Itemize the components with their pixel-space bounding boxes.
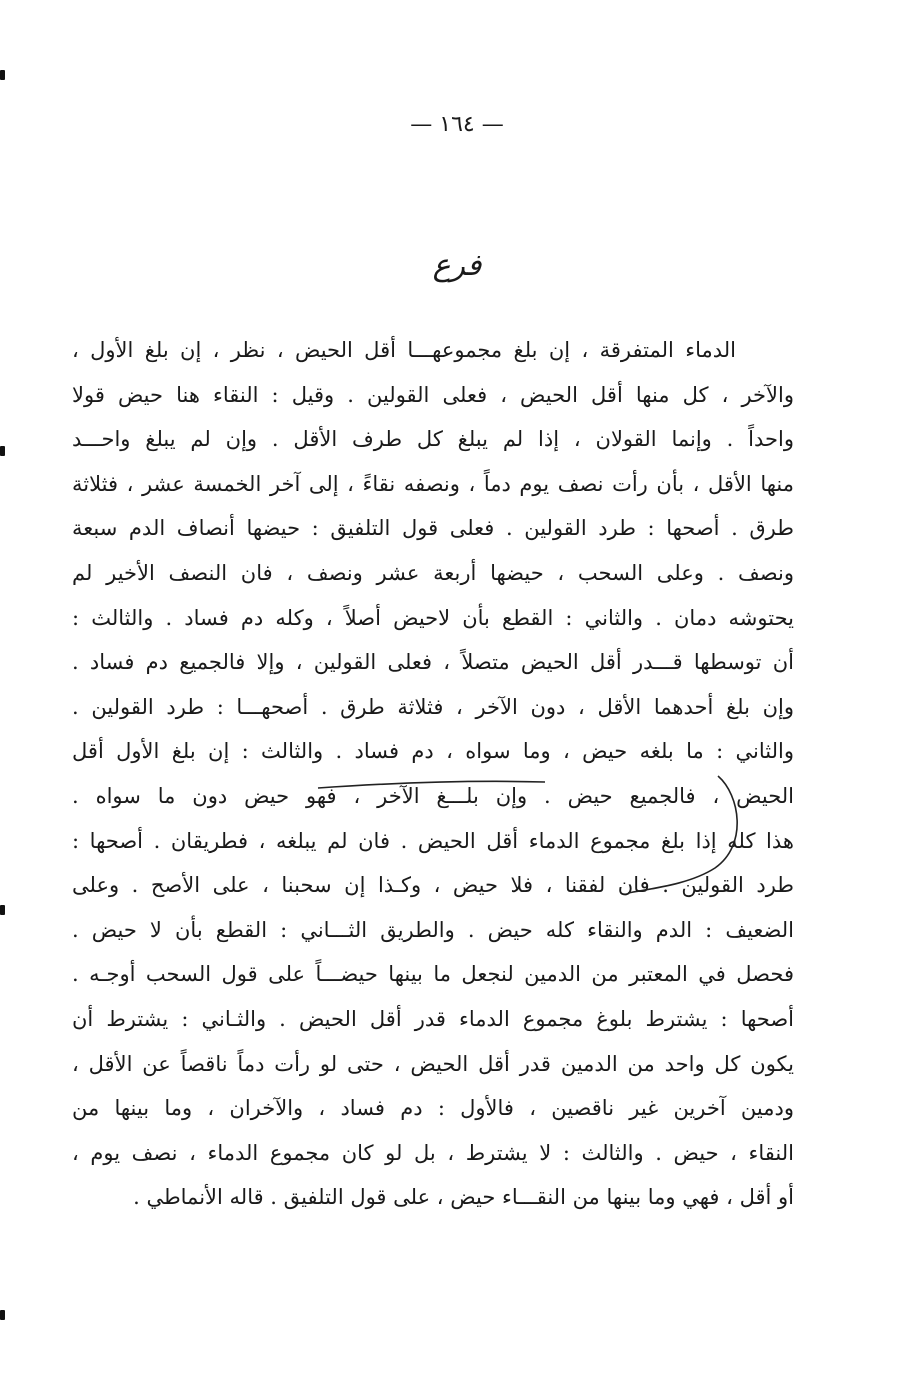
text-line: ودمين آخرين غير ناقصين ، فالأول : دم فساد ، والآخران ، وما بينها من — [72, 1096, 794, 1121]
text-line: والآخر ، كل منها أقل الحيض ، فعلى القولين . وقيل : النقاء هنا حيض قولا — [72, 382, 794, 407]
margin-dot — [0, 905, 5, 915]
body-text — [72, 328, 794, 1220]
margin-dot — [0, 70, 5, 80]
text-line: أن توسطها قـــدر أقل الحيض متصلاً ، فعلى القولين ، وإلا فالجميع دم فساد . — [72, 650, 794, 675]
text-line: منها الأقل ، بأن رأت نصف يوم دماً ، ونصفه نقاءً ، إلى آخر الخمسة عشر ، فثلاثة — [72, 471, 794, 496]
text-line: أصحها : يشترط بلوغ مجموع الدماء قدر أقل الحيض . والثـاني : يشترط أن — [72, 1006, 794, 1031]
margin-dot — [0, 446, 5, 456]
page-number: — ١٦٤ — — [410, 112, 504, 137]
text-line: وإن بلغ أحدهما الأقل ، دون الآخر ، فثلاثة طرق . أصحهـــا : طرد القولين . — [72, 694, 794, 719]
text-line: النقاء ، حيض . والثالث : لا يشترط ، بل لو كان مجموع الدماء ، نصف يوم ، — [72, 1140, 794, 1165]
section-heading: فرع — [432, 248, 482, 283]
text-line: فحصل في المعتبر من الدمين لنجعل ما بينها حيضـــاً على قول السحب أوجـه . — [72, 962, 794, 987]
text-line: طرد القولين . فان لفقنا ، فلا حيض ، وكـذا إن سحبنا ، على الأصح . وعلى — [72, 873, 794, 898]
text-line: أو أقل ، فهي وما بينها من النقـــاء حيض ، على قول التلفيق . قاله الأنماطي . — [133, 1185, 794, 1210]
text-line: هذا كله إذا بلغ مجموع الدماء أقل الحيض . فان لم يبلغه ، فطريقان . أصحها : — [72, 828, 794, 853]
text-line: يكون كل واحد من الدمين قدر أقل الحيض ، حتى لو رأت دماً ناقصاً عن الأقل ، — [72, 1051, 794, 1076]
text-line: طرق . أصحها : طرد القولين . فعلى قول التلفيق : حيضها أنصاف الدم سبعة — [72, 516, 794, 541]
text-line: يحتوشه دمان . والثاني : القطع بأن لاحيض أصلاً ، وكله دم فساد . والثالث : — [72, 605, 794, 630]
margin-dot — [0, 1310, 5, 1320]
text-line: والثاني : ما بلغه حيض ، وما سواه ، دم فساد . والثالث : إن بلغ الأول أقل — [72, 739, 794, 764]
text-line: ونصف . وعلى السحب ، حيضها أربعة عشر ونصف ، فان النصف الأخير لم — [72, 560, 794, 585]
text-line: الضعيف : الدم والنقاء كله حيض . والطريق الثـــاني : القطع بأن لا حيض . — [72, 917, 794, 942]
text-line: الحيض ، فالجميع حيض . وإن بلـــغ الآخر ، فهو حيض دون ما سواه . — [72, 783, 794, 808]
text-line: واحداً . وإنما القولان ، إذا لم يبلغ كل طرف الأقل . وإن لم يبلغ واحـــد — [72, 427, 794, 452]
text-line: الدماء المتفرقة ، إن بلغ مجموعهـــا أقل الحيض ، نظر ، إن بلغ الأول ، — [72, 338, 736, 362]
